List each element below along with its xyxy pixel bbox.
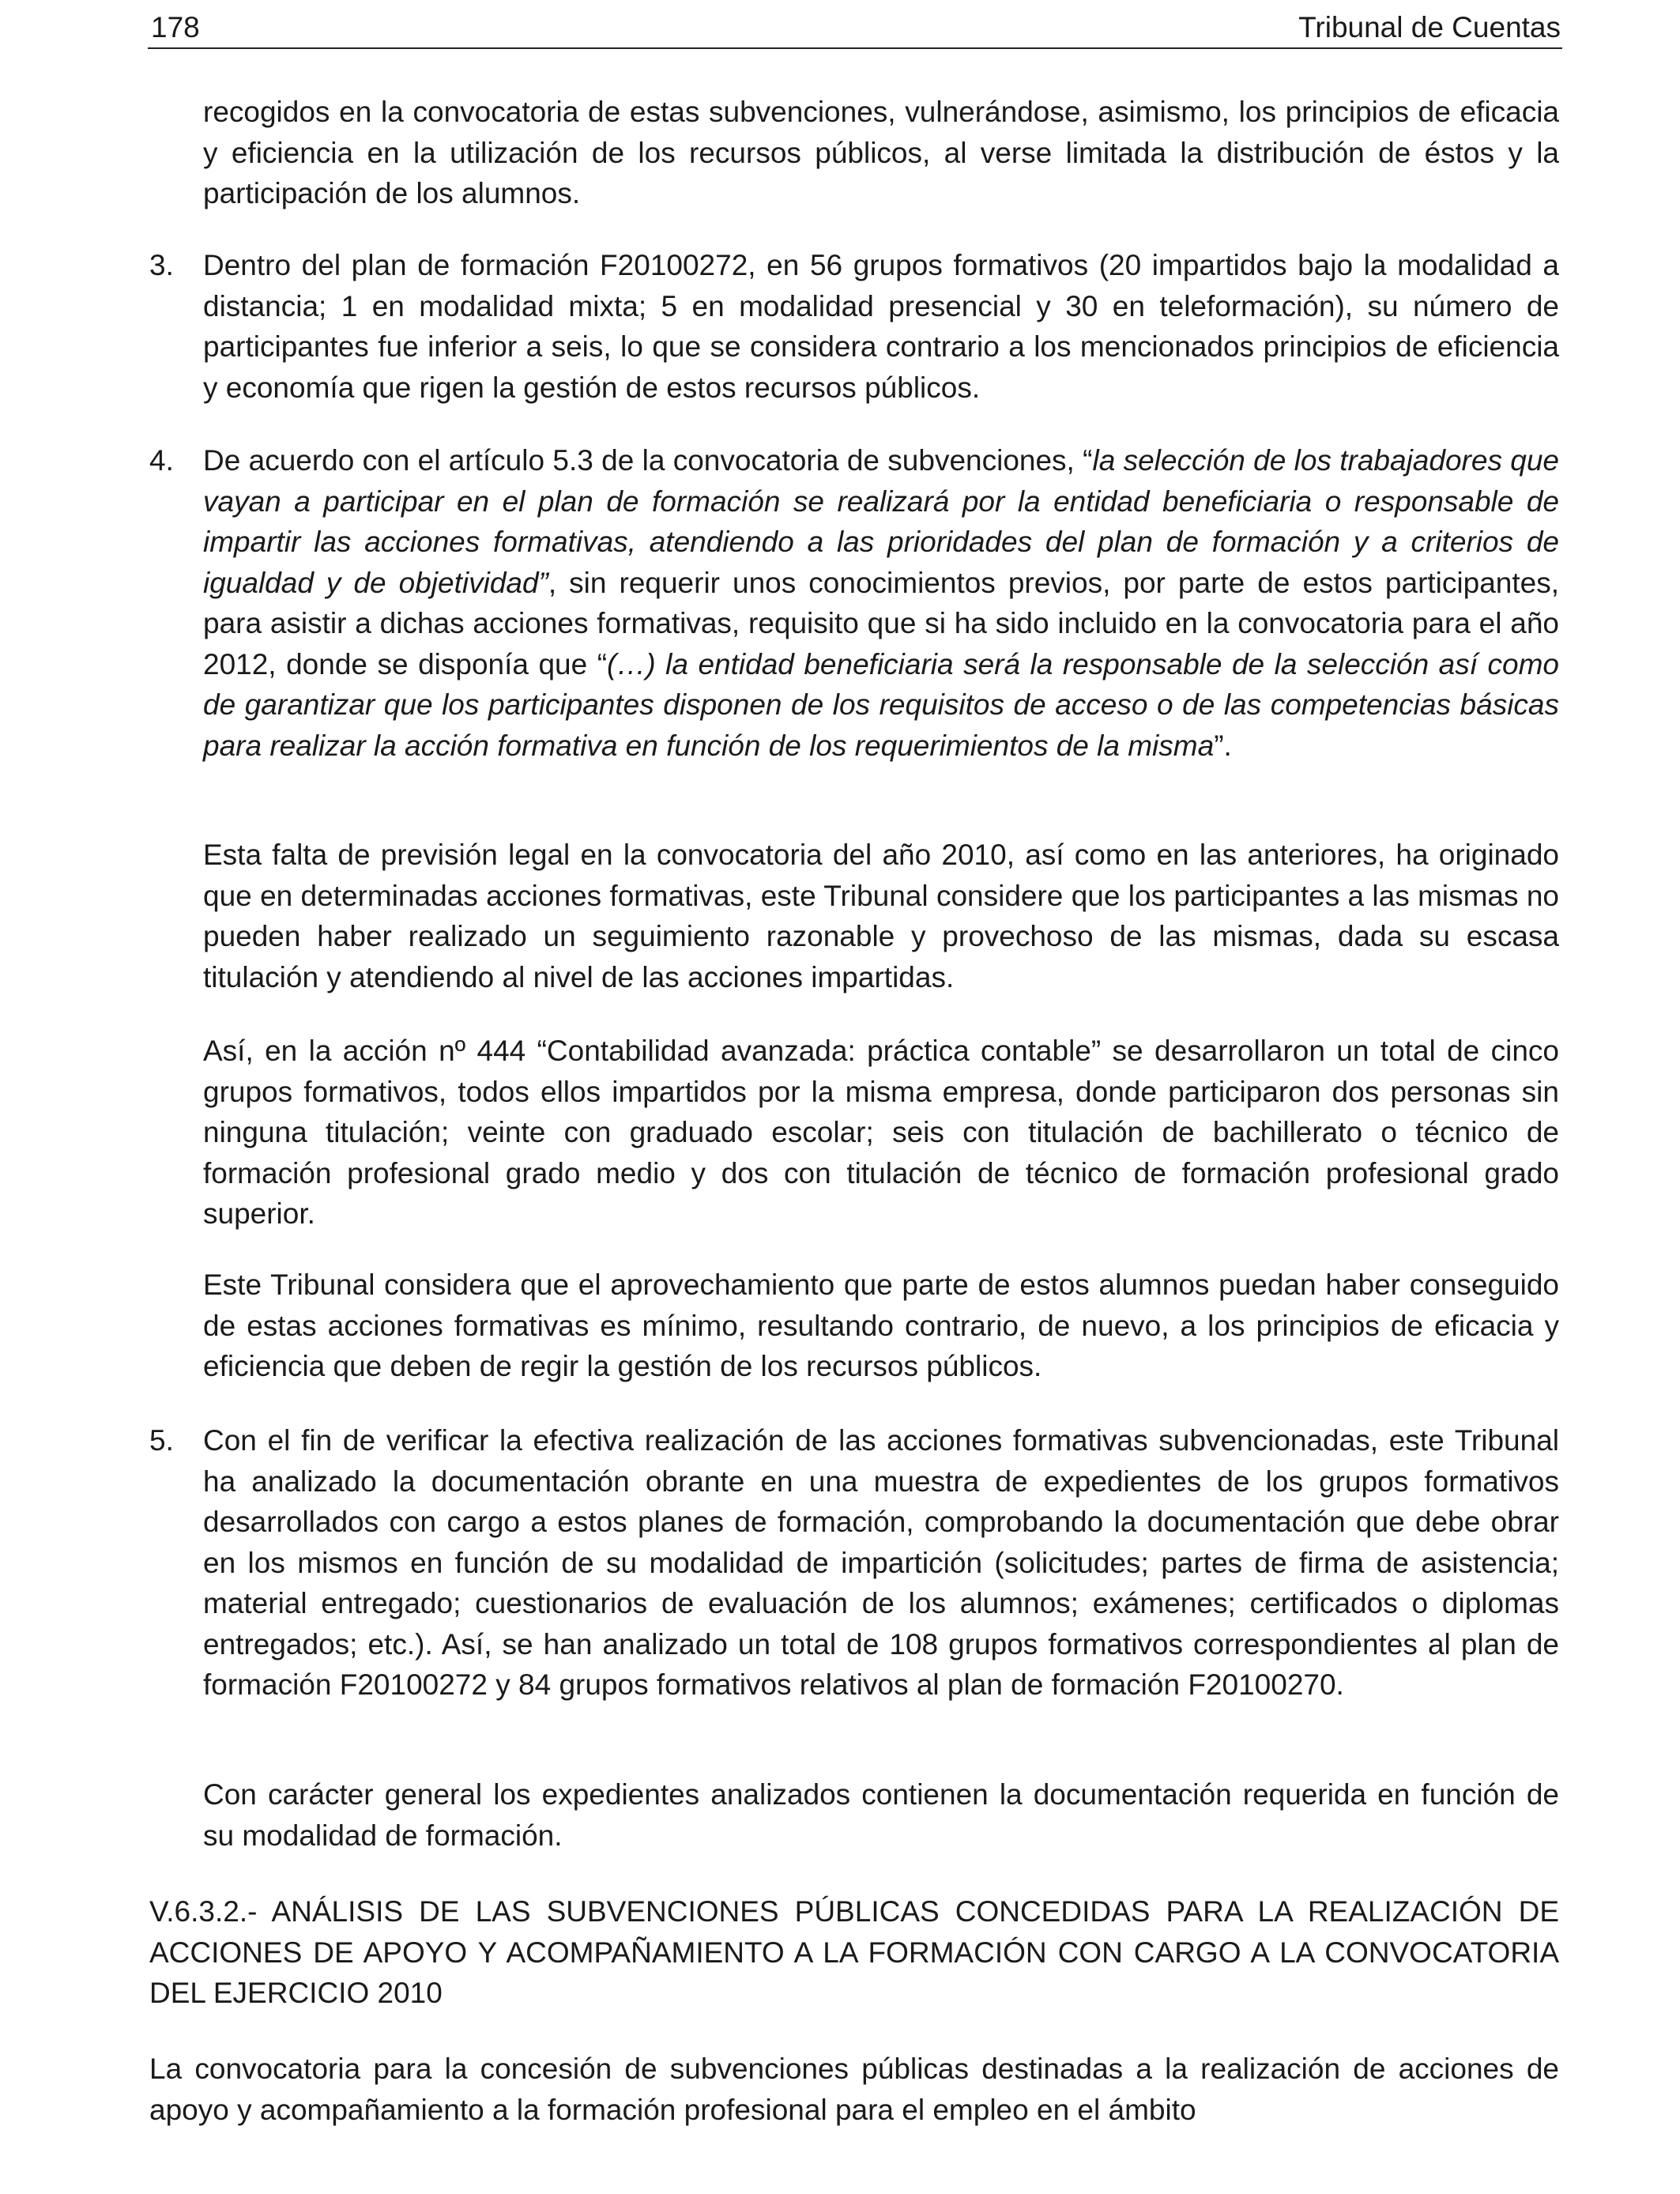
list-number: 4. [149,444,174,477]
paragraph-accion: Así, en la acción nº 444 “Contabilidad avanzada: práctica contable” se desarrollaron un total de cinco grupos formativos, todos ellos impartidos por la misma empresa, donde participaron dos personas sin ninguna titulación; veinte con graduado escolar; seis con titulación de bachillerato o técnico de formación profesional grado medio y dos con titulación de técnico de formación profesional grado superior. [203,1035,1559,1230]
paragraph-final: La convocatoria para la concesión de subvenciones públicas destinadas a la realización de acciones de apoyo y acompañamiento a la formación profesional para el empleo en el ámbito [149,2053,1559,2126]
list-number: 5. [149,1424,174,1457]
paragraph-general: Con carácter general los expedientes analizados contienen la documentación requerida en función de su modalidad de formación. [203,1778,1559,1852]
continuation-paragraph: recogidos en la convocatoria de estas subvenciones, vulnerándose, asimismo, los principios de eficacia y eficiencia en la utilización de los recursos públicos, al verse limitada la distribución de éstos y la participación de los alumnos. [203,96,1559,209]
running-title: Tribunal de Cuentas [1298,11,1561,43]
page-header [148,8,1562,49]
text-run: , sin requerir unos conocimientos previos, por parte de estos participantes, para asistir a dichas acciones formativas, requisito que si ha sido incluido en la convocatoria para el año 2012, donde se disponía que “ [203,566,1559,680]
quoted-text: (…) la entidad beneficiaria será la responsable de la selección así como de garantizar que los participantes disponen de los requisitos de acceso o de las competencias básicas para realizar la acción formativa en función de los requerimientos de la misma [203,647,1559,762]
text-run: ”. [1214,729,1232,762]
quoted-text: la selección de los trabajadores que vayan a participar en el plan de formación se realizará por la entidad beneficiaria o responsable de impartir las acciones formativas, atendiendo a las prioridades del plan de formación y a criterios de igualdad y de objetividad” [203,444,1559,599]
paragraph-prevision: Esta falta de previsión legal en la convocatoria del año 2010, así como en las anteriores, ha originado que en determinadas acciones formativas, este Tribunal considere que los participantes a las mismas no pueden haber realizado un seguimiento razonable y provechoso de las mismas, dada su escasa titulación y atendiendo al nivel de las acciones impartidas. [203,839,1559,993]
text-run: De acuerdo con el artículo 5.3 de la convocatoria de subvenciones, “ [203,444,1093,477]
list-number: 3. [149,249,174,281]
list-item-text: Dentro del plan de formación F20100272, en 56 grupos formativos (20 impartidos bajo la modalidad a distancia; 1 en modalidad mixta; 5 en modalidad presencial y 30 en teleformación), su número de participantes fue inferior a seis, lo que se considera contrario a los mencionados principios de eficiencia y economía que rigen la gestión de estos recursos públicos. [203,249,1559,404]
list-item-text: Con el fin de verificar la efectiva realización de las acciones formativas subvencionadas, este Tribunal ha analizado la documentación obrante en una muestra de expedientes de los grupos formativos desarrollados con cargo a estos planes de formación, comprobando la documentación que debe obrar en los mismos en función de su modalidad de impartición (solicitudes; partes de firma de asistencia; material entregado; cuestionarios de evaluación de los alumnos; exámenes; certificados o diplomas entregados; etc.). Así, se han analizado un total de 108 grupos formativos correspondientes al plan de formación F20100272 y 84 grupos formativos relativos al plan de formación F20100270. [203,1424,1559,1701]
section-heading: V.6.3.2.- ANÁLISIS DE LAS SUBVENCIONES PÚBLICAS CONCEDIDAS PARA LA REALIZACIÓN DE ACCIONES DE APOYO Y ACOMPAÑAMIENTO A LA FORMACIÓN CON CARGO A LA CONVOCATORIA DEL EJERCICIO 2010 [149,1895,1559,2009]
paragraph-tribunal: Este Tribunal considera que el aprovechamiento que parte de estos alumnos puedan haber conseguido de estas acciones formativas es mínimo, resultando contrario, de nuevo, a los principios de eficacia y eficiencia que deben de regir la gestión de los recursos públicos. [203,1269,1559,1382]
page-number: 178 [151,11,200,43]
list-item-text [203,440,1559,766]
